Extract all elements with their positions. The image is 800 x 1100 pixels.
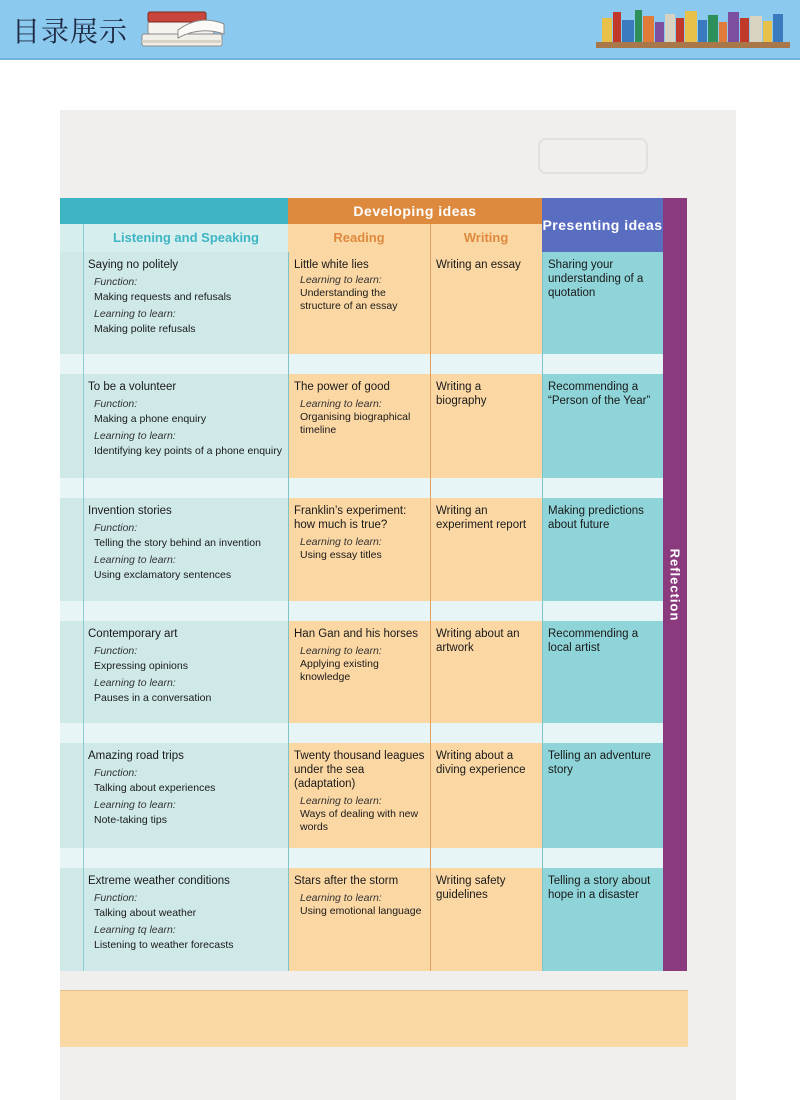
top-banner xyxy=(0,0,800,60)
presenting-cell: Telling a story about hope in a disaster xyxy=(548,875,651,901)
presenting-cell: Telling an adventure story xyxy=(548,750,651,776)
ls-cell xyxy=(60,498,288,582)
function-label: Function: xyxy=(94,767,138,779)
presenting-cell: Recommending a “Person of the Year” xyxy=(548,381,651,407)
learn-text: Pauses in a conversation xyxy=(94,692,212,704)
learn-label: Learning to learn: xyxy=(94,799,176,811)
function-label: Function: xyxy=(94,522,138,534)
bookshelf-icon xyxy=(596,6,790,50)
row-divider xyxy=(60,478,663,498)
reading-title: Stars after the storm xyxy=(294,875,399,887)
ls-title: Contemporary art xyxy=(88,628,178,640)
ls-title: Saying no politely xyxy=(88,259,179,271)
learn-label: Learning to learn: xyxy=(94,677,176,689)
reading-title: Franklin’s experiment: how much is true? xyxy=(294,505,407,531)
reading-learn-text: Applying existing knowledge xyxy=(300,658,379,683)
reading-cell xyxy=(288,621,430,684)
reading-learn-label: Learning to learn: xyxy=(300,274,382,286)
reading-learn-text: Organising biographical timeline xyxy=(300,411,411,436)
presenting-cell: Sharing your understanding of a quotation xyxy=(548,259,644,299)
function-label: Function: xyxy=(94,398,138,410)
reading-learn-text: Using emotional language xyxy=(300,905,422,917)
function-text: Making requests and refusals xyxy=(94,291,232,303)
function-text: Making a phone enquiry xyxy=(94,413,207,425)
reading-title: Little white lies xyxy=(294,259,369,271)
writing-header: Writing xyxy=(430,224,542,252)
reading-learn-label: Learning to learn: xyxy=(300,795,382,807)
reflection-label: Reflection xyxy=(667,548,683,621)
reading-learn-label: Learning to learn: xyxy=(300,398,382,410)
reading-learn-label: Learning to learn: xyxy=(300,645,382,657)
function-text: Telling the story behind an invention xyxy=(94,537,261,549)
learn-label: Learning to learn: xyxy=(94,308,176,320)
writing-cell: Writing an experiment report xyxy=(436,505,527,531)
learn-text: Making polite refusals xyxy=(94,323,196,335)
learn-label: Learning to learn: xyxy=(94,554,176,566)
function-label: Function: xyxy=(94,276,138,288)
listening-speaking-header: Listening and Speaking xyxy=(60,224,288,252)
reading-learn-text: Using essay titles xyxy=(300,549,382,561)
learn-label: Learning to learn: xyxy=(94,430,176,442)
row-divider xyxy=(60,723,663,743)
reading-cell xyxy=(288,374,430,437)
writing-cell: Writing an essay xyxy=(436,259,521,271)
row-divider xyxy=(60,354,663,374)
row-divider xyxy=(60,848,663,868)
reading-learn-label: Learning to learn: xyxy=(300,892,382,904)
reading-learn-text: Ways of dealing with new words xyxy=(300,808,419,833)
developing-ideas-header: Developing ideas xyxy=(288,198,542,224)
function-text: Talking about experiences xyxy=(94,782,216,794)
reading-learn-text: Understanding the structure of an essay xyxy=(300,287,398,312)
learn-text: Note-taking tips xyxy=(94,814,167,826)
reading-cell xyxy=(288,743,430,834)
ls-cell xyxy=(60,621,288,705)
banner-title: 目录展示 xyxy=(12,15,129,48)
row-divider xyxy=(60,601,663,621)
reading-title: Han Gan and his horses xyxy=(294,628,419,640)
learn-text: Using exclamatory sentences xyxy=(94,569,232,581)
function-label: Function: xyxy=(94,645,138,657)
column-divider xyxy=(542,252,543,971)
learn-label: Learning tq learn: xyxy=(94,924,176,936)
reading-header: Reading xyxy=(288,224,430,252)
reading-cell xyxy=(288,252,430,313)
reading-learn-label: Learning to learn: xyxy=(300,536,382,548)
ls-cell xyxy=(60,868,288,952)
watermark-tag xyxy=(538,138,648,174)
ls-cell xyxy=(60,743,288,827)
column-divider xyxy=(430,224,431,971)
learn-text: Listening to weather forecasts xyxy=(94,939,234,951)
column-divider xyxy=(288,252,289,971)
reading-title: Twenty thousand leagues under the sea (adaptation) xyxy=(294,750,425,790)
presenting-cell: Recommending a local artist xyxy=(548,628,639,654)
writing-cell: Writing about a diving experience xyxy=(436,750,526,776)
presenting-cell: Making predictions about future xyxy=(548,505,644,531)
header-band xyxy=(60,198,288,224)
ls-title: Amazing road trips xyxy=(88,750,184,762)
function-label: Function: xyxy=(94,892,138,904)
reading-cell xyxy=(288,868,430,918)
presenting-ideas-header: Presenting ideas xyxy=(542,198,663,252)
writing-cell: Writing safety guidelines xyxy=(436,875,506,901)
column-divider xyxy=(83,224,84,971)
writing-cell: Writing about an artwork xyxy=(436,628,520,654)
function-text: Expressing opinions xyxy=(94,660,188,672)
books-icon xyxy=(138,4,230,52)
reflection-column xyxy=(663,198,687,971)
ls-title: Extreme weather conditions xyxy=(88,875,230,887)
ls-cell xyxy=(60,252,288,336)
ls-title: Invention stories xyxy=(88,505,172,517)
reading-cell xyxy=(288,498,430,562)
function-text: Talking about weather xyxy=(94,907,197,919)
ls-cell xyxy=(60,374,288,458)
bottom-band xyxy=(60,990,688,1047)
ls-title: To be a volunteer xyxy=(88,381,177,393)
writing-cell: Writing a biography xyxy=(436,381,487,407)
learn-text: Identifying key points of a phone enquiry xyxy=(94,445,282,457)
reading-title: The power of good xyxy=(294,381,390,393)
